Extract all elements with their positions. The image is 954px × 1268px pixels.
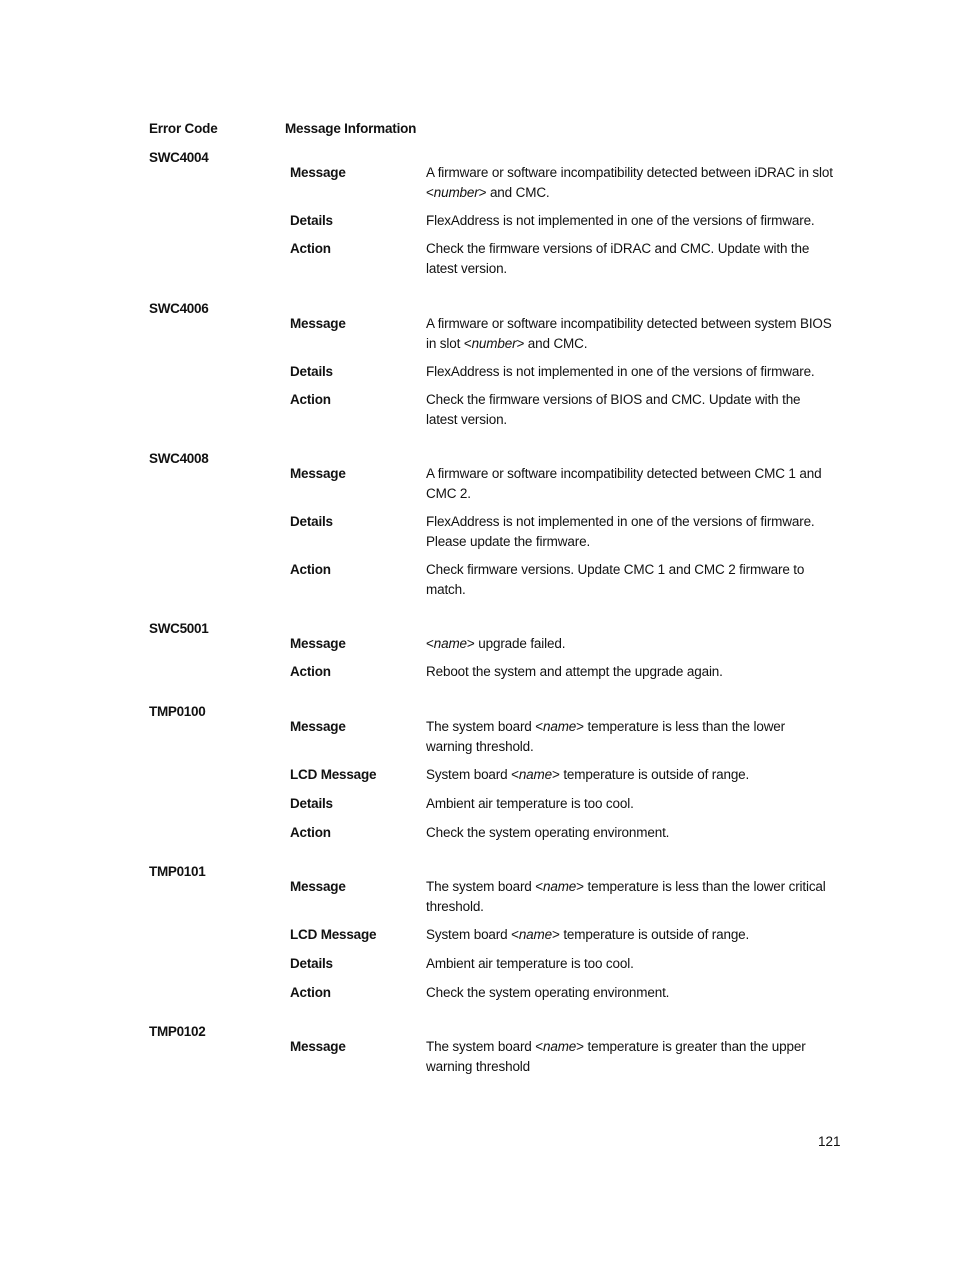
field-label: Message — [290, 719, 346, 734]
field-label: Message — [290, 636, 346, 651]
field-label: Details — [290, 956, 333, 971]
field-text: Ambient air temperature is too cool. — [426, 956, 634, 971]
field-text: The system board <name> temperature is less than the lower critical threshold. — [426, 879, 826, 914]
field-text: A firmware or software incompatibility detected between CMC 1 and CMC 2. — [426, 466, 822, 501]
field-label: Action — [290, 825, 331, 840]
error-code: SWC5001 — [149, 621, 209, 636]
error-code: TMP0102 — [149, 1024, 206, 1039]
field-text: FlexAddress is not implemented in one of the versions of firmware. — [426, 364, 815, 379]
field-label: Message — [290, 1039, 346, 1054]
field-label: Details — [290, 364, 333, 379]
field-label: Action — [290, 241, 331, 256]
field-text: Check the system operating environment. — [426, 825, 670, 840]
field-text: System board <name> temperature is outside of range. — [426, 927, 750, 942]
field-text: Check the firmware versions of iDRAC and CMC. Update with the latest version. — [426, 241, 810, 276]
field-text: FlexAddress is not implemented in one of the versions of firmware. — [426, 213, 815, 228]
field-text: A firmware or software incompatibility detected between iDRAC in slot <number> and CMC. — [426, 165, 833, 200]
field-text: The system board <name> temperature is less than the lower warning threshold. — [426, 719, 785, 754]
field-text: Ambient air temperature is too cool. — [426, 796, 634, 811]
field-label: Details — [290, 213, 333, 228]
error-code: SWC4006 — [149, 301, 209, 316]
field-text: The system board <name> temperature is greater than the upper warning threshold — [426, 1039, 806, 1074]
field-text: Check firmware versions. Update CMC 1 and CMC 2 firmware to match. — [426, 562, 805, 597]
error-code: TMP0100 — [149, 704, 206, 719]
field-label: Action — [290, 985, 331, 1000]
field-label: Message — [290, 466, 346, 481]
field-label: LCD Message — [290, 927, 377, 942]
page-number: 121 — [818, 1134, 841, 1149]
field-text: Check the firmware versions of BIOS and CMC. Update with the latest version. — [426, 392, 801, 427]
field-label: Message — [290, 316, 346, 331]
field-text: Reboot the system and attempt the upgrade again. — [426, 664, 723, 679]
error-code: TMP0101 — [149, 864, 206, 879]
field-label: Message — [290, 165, 346, 180]
error-code-column-header: Error Code — [149, 121, 218, 136]
field-text: <name> upgrade failed. — [426, 636, 566, 651]
field-text: A firmware or software incompatibility detected between system BIOS in slot <number> and CMC. — [426, 316, 832, 351]
field-label: Details — [290, 796, 333, 811]
error-code: SWC4008 — [149, 451, 209, 466]
field-label: LCD Message — [290, 767, 377, 782]
field-text: FlexAddress is not implemented in one of the versions of firmware. Please update the firmware. — [426, 514, 815, 549]
field-text: System board <name> temperature is outside of range. — [426, 767, 750, 782]
message-information-column-header: Message Information — [285, 121, 417, 136]
field-label: Action — [290, 664, 331, 679]
field-label: Action — [290, 562, 331, 577]
error-code: SWC4004 — [149, 150, 209, 165]
field-label: Action — [290, 392, 331, 407]
field-label: Details — [290, 514, 333, 529]
field-label: Message — [290, 879, 346, 894]
field-text: Check the system operating environment. — [426, 985, 670, 1000]
